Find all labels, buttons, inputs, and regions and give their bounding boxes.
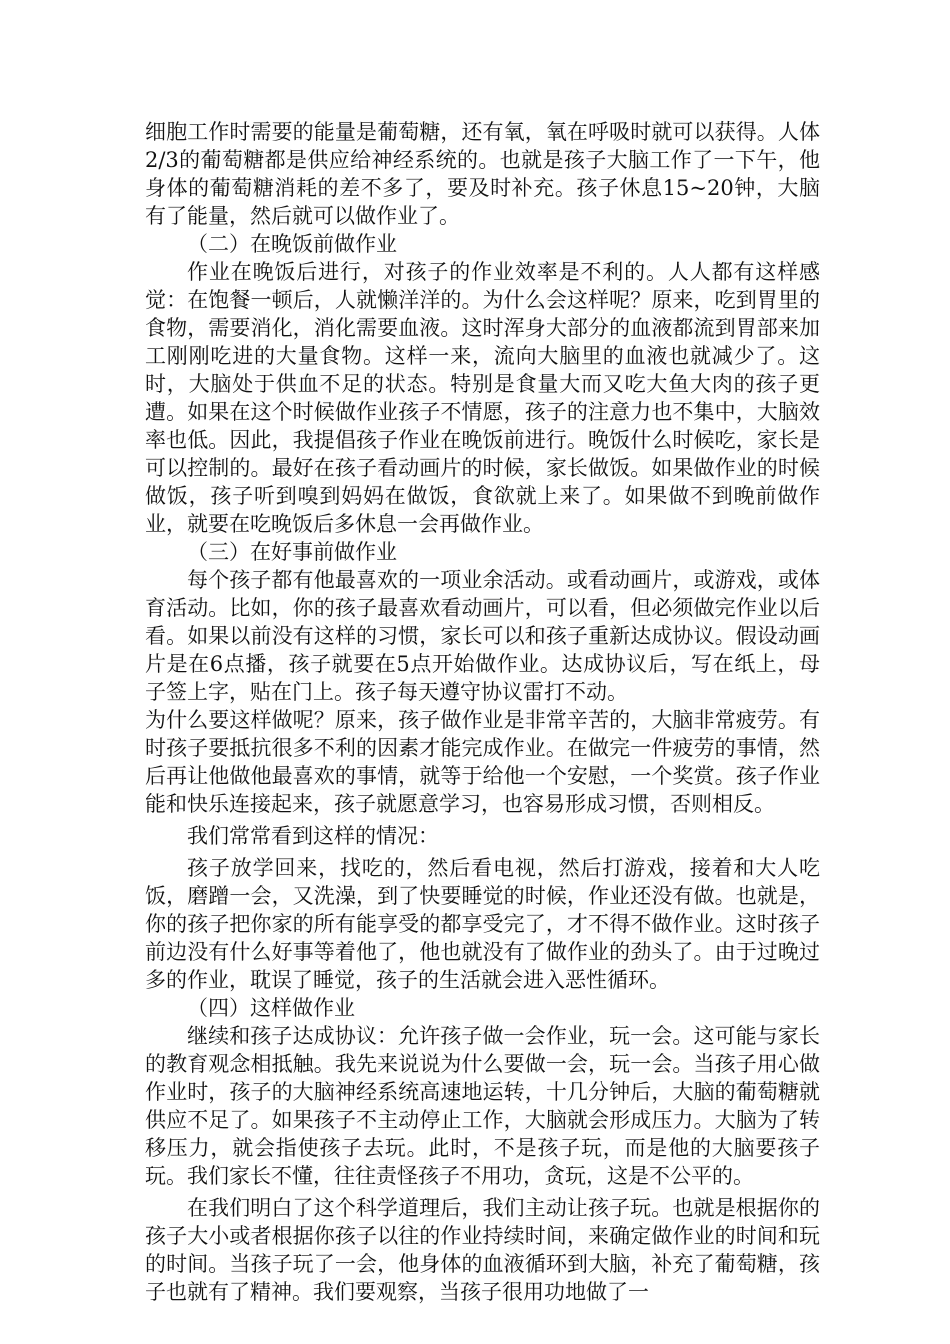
document-body	[145, 118, 820, 1306]
paragraph-child-routine: 孩子放学回来，找吃的，然后看电视，然后打游戏，接着和大人吃饭，磨蹭一会，又洗澡，到了快要睡觉的时候，作业还没有做。也就是，你的孩子把你家的所有能享受的都享受完了，才不得不做作业。这时孩子前边没有什么好事等着他了，他也就没有了做作业的劲头了。由于过晚过多的作业，耽误了睡觉，孩子的生活就会进入恶性循环。	[145, 856, 820, 992]
section-heading-before-good-things: （三）在好事前做作业	[187, 540, 397, 564]
paragraph-after-dinner: 作业在晚饭后进行，对孩子的作业效率是不利的。人人都有这样感觉：在饱餐一顿后，人就懒洋洋的。为什么会这样呢？原来，吃到胃里的食物，需要消化，消化需要血液。这时浑身大部分的血液都流到胃部来加工刚刚吃进的大量食物。这样一来，流向大脑里的血液也就减少了。这时，大脑处于供血不足的状态。特别是食量大而又吃大鱼大肉的孩子更遭。如果在这个时候做作业孩子不情愿，孩子的注意力也不集中，大脑效率也低。因此，我提倡孩子作业在晚饭前进行。晚饭什么时候吃，家长是可以控制的。最好在孩子看动画片的时候，家长做饭。如果做作业的时候做饭，孩子听到嗅到妈妈在做饭，食欲就上来了。如果做不到晚前做作业，就要在吃晚饭后多休息一会再做作业。	[145, 260, 820, 536]
paragraph-glucose-energy: 细胞工作时需要的能量是葡萄糖，还有氧，氧在呼吸时就可以获得。人体2/3的葡萄糖都是供应给神经系统的。也就是孩子大脑工作了一下午，他身体的葡萄糖消耗的差不多了，要及时补充。孩子休息15~20钟，大脑有了能量，然后就可以做作业了。	[145, 120, 820, 228]
paragraph-common-situation: 我们常常看到这样的情况：	[187, 824, 439, 848]
section-heading-before-dinner: （二）在晚饭前做作业	[187, 232, 397, 256]
paragraph-why-reward: 为什么要这样做呢？原来，孩子做作业是非常辛苦的，大脑非常疲劳。有时孩子要抵抗很多不利的因素才能完成作业。在做完一件疲劳的事情，然后再让他做他最喜欢的事情，就等于给他一个安慰，一个奖赏。孩子作业能和快乐连接起来，孩子就愿意学习，也容易形成习惯，否则相反。	[145, 708, 820, 816]
section-heading-how-to-do-homework: （四）这样做作业	[187, 996, 355, 1020]
paragraph-play-and-work: 继续和孩子达成协议：允许孩子做一会作业，玩一会。这可能与家长的教育观念相抵触。我先来说说为什么要做一会，玩一会。当孩子用心做作业时，孩子的大脑神经系统高速地运转，十几分钟后，大脑的葡萄糖就供应不足了。如果孩子不主动停止工作，大脑就会形成压力。大脑为了转移压力，就会指使孩子去玩。此时，不是孩子玩，而是他的大脑要孩子玩。我们家长不懂，往往责怪孩子不用功，贪玩，这是不公平的。	[145, 1024, 820, 1188]
paragraph-favorite-activity: 每个孩子都有他最喜欢的一项业余活动。或看动画片，或游戏，或体育活动。比如，你的孩子最喜欢看动画片，可以看，但必须做完作业以后看。如果以前没有这样的习惯，家长可以和孩子重新达成协议。假设动画片是在6点播，孩子就要在5点开始做作业。达成协议后，写在纸上，母子签上字，贴在门上。孩子每天遵守协议雷打不动。	[145, 568, 820, 704]
paragraph-science-reason: 在我们明白了这个科学道理后，我们主动让孩子玩。也就是根据你的孩子大小或者根据你孩子以往的作业持续时间，来确定做作业的时间和玩的时间。当孩子玩了一会，他身体的血液循环到大脑，补充了葡萄糖，孩子也就有了精神。我们要观察，当孩子很用功地做了一	[145, 1196, 820, 1304]
